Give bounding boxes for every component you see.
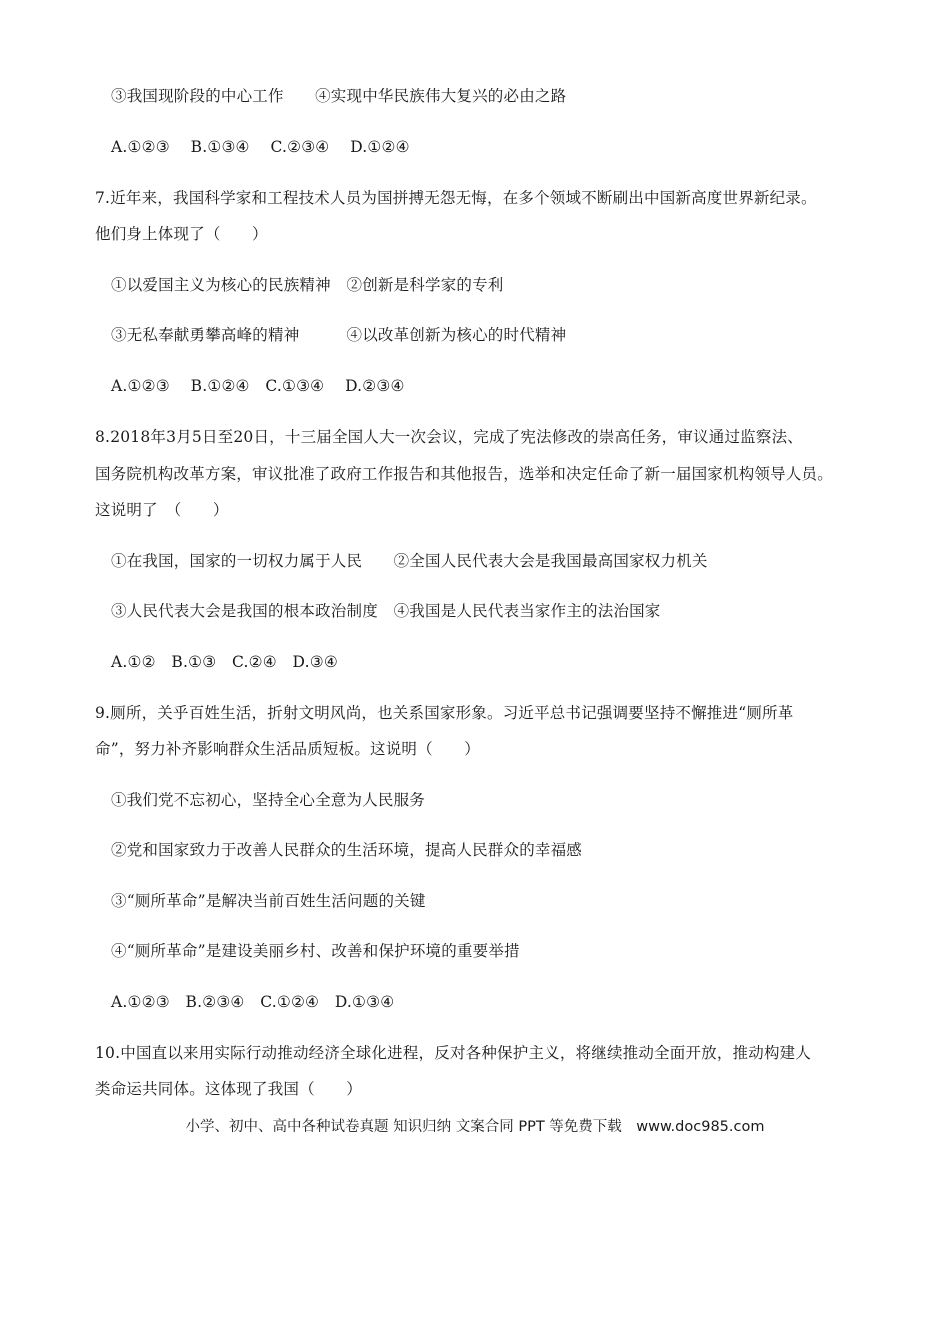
answer-choices: A.①② B.①③ C.②④ D.③④ (111, 653, 338, 671)
option-line: ③“厕所革命”是解决当前百姓生活问题的关键 (111, 892, 426, 910)
answer-choices: A.①②③ B.①②④ C.①③④ D.②③④ (111, 377, 405, 395)
option-line: ③我国现阶段的中心工作 ④实现中华民族伟大复兴的必由之路 (111, 87, 567, 105)
question-8-stem-cont: 这说明了 （ ） (95, 501, 229, 519)
question-8-stem: 8.2018年3月5日至20日，十三届全国人大一次会议，完成了宪法修改的崇高任务，审议通过监察法、 (95, 428, 803, 446)
question-9-stem: 9.厕所，关乎百姓生活，折射文明风尚，也关系国家形象。习近平总书记强调要坚持不懈推进“厕所革 (95, 704, 794, 722)
option-line: ③无私奉献勇攀高峰的精神 ④以改革创新为核心的时代精神 (111, 326, 567, 344)
option-line: ①在我国，国家的一切权力属于人民 ②全国人民代表大会是我国最高国家权力机关 (111, 552, 708, 570)
question-9-stem-cont: 命”，努力补齐影响群众生活品质短板。这说明（ ） (95, 740, 480, 758)
option-line: ②党和国家致力于改善人民群众的生活环境，提高人民群众的幸福感 (111, 841, 583, 859)
option-line: ④“厕所革命”是建设美丽乡村、改善和保护环境的重要举措 (111, 942, 520, 960)
answer-choices: A.①②③ B.②③④ C.①②④ D.①③④ (111, 993, 395, 1011)
option-line: ①我们党不忘初心，坚持全心全意为人民服务 (111, 791, 426, 809)
option-line: ①以爱国主义为核心的民族精神 ②创新是科学家的专利 (111, 276, 504, 294)
question-7-stem: 7.近年来，我国科学家和工程技术人员为国拼搏无怨无悔，在多个领域不断刷出中国新高度世界新纪录。 (95, 189, 817, 207)
page-footer: 小学、初中、高中各种试卷真题 知识归纳 文案合同 PPT 等免费下载 www.doc985.com (185, 1119, 765, 1135)
question-10-stem: 10.中国直以来用实际行动推动经济全球化进程，反对各种保护主义，将继续推动全面开放，推动构建人 (95, 1044, 812, 1062)
question-8-stem-cont: 国务院机构改革方案，审议批准了政府工作报告和其他报告，选举和决定任命了新一届国家机构领导人员。 (95, 465, 833, 483)
answer-choices: A.①②③ B.①③④ C.②③④ D.①②④ (111, 138, 410, 156)
question-7-stem-cont: 他们身上体现了（ ） (95, 225, 268, 243)
question-10-stem-cont: 类命运共同体。这体现了我国（ ） (95, 1080, 362, 1098)
option-line: ③人民代表大会是我国的根本政治制度 ④我国是人民代表当家作主的法治国家 (111, 602, 661, 620)
